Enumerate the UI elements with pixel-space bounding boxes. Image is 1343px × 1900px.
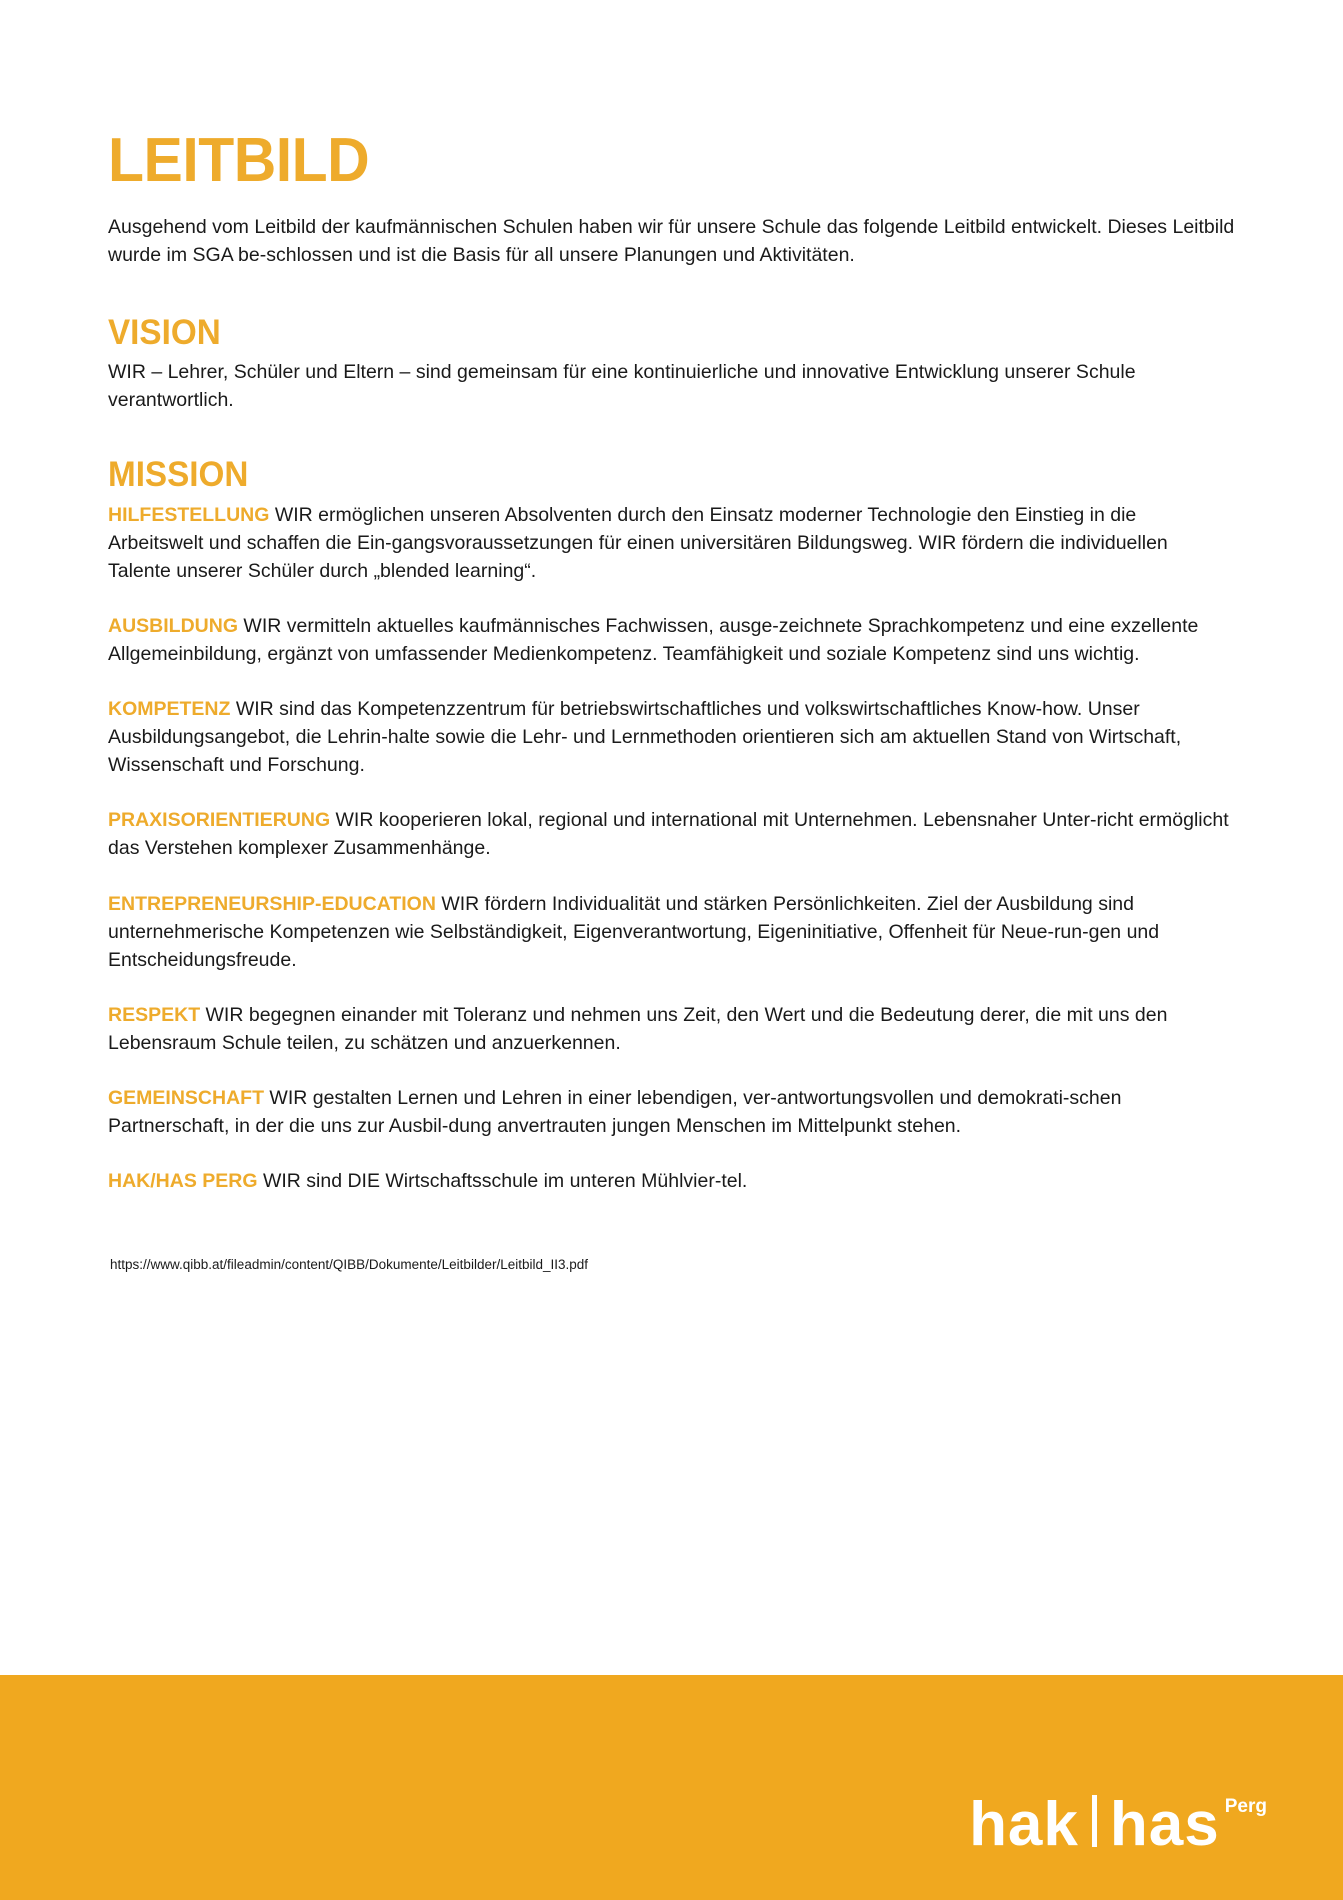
source-url[interactable]: https://www.qibb.at/fileadmin/content/QIBB/Dokumente/Leitbilder/Leitbild_II3.pdf — [110, 1257, 589, 1273]
mission-item — [108, 1084, 1235, 1140]
logo-text-has: has — [1109, 1790, 1220, 1860]
mission-item — [108, 890, 1235, 974]
mission-item-text: WIR kooperieren lokal, regional und international mit Unternehmen. Lebensnaher Unter-richt ermöglicht das Verstehen komplexer Zusammenhänge. — [108, 809, 1229, 860]
mission-item-lead: AUSBILDUNG — [108, 614, 238, 637]
mission-item-lead: ENTREPRENEURSHIP-EDUCATION — [108, 892, 436, 915]
vision-text: WIR – Lehrer, Schüler und Eltern – sind gemeinsam für eine kontinuierliche und innovative Entwicklung unserer Schule verantwortlich. — [108, 361, 1136, 412]
mission-item-lead: GEMEINSCHAFT — [108, 1086, 264, 1109]
mission-item — [108, 501, 1235, 585]
mission-item — [108, 695, 1235, 779]
mission-item-lead: HAK/HAS PERG — [108, 1170, 258, 1193]
mission-item-text: WIR gestalten Lernen und Lehren in einer lebendigen, ver-antwortungsvollen und demokrati-schen Partnerschaft, in der die uns zur Ausbil-dung anvertrauten jungen Menschen im Mittelpunkt stehen. — [108, 1086, 1122, 1137]
mission-item — [108, 1001, 1235, 1057]
logo-divider — [1092, 1795, 1097, 1847]
mission-item-lead: HILFESTELLUNG — [108, 503, 270, 526]
mission-item-text: WIR sind DIE Wirtschaftsschule im unteren Mühlvier-tel. — [257, 1170, 748, 1193]
mission-item-text: WIR fördern Individualität und stärken Persönlichkeiten. Ziel der Ausbildung sind unternehmerische Kompetenzen wie Selbständigkeit, Eigenverantwortung, Eigeninitiative, Offenheit für Neue-run-gen und Entscheidungsfreude. — [108, 892, 1160, 971]
mission-item — [108, 806, 1235, 862]
logo-text-hak: hak — [969, 1790, 1079, 1860]
mission-item-lead: RESPEKT — [108, 1003, 201, 1026]
mission-item-lead: KOMPETENZ — [108, 698, 231, 721]
mission-item-text: WIR ermöglichen unseren Absolventen durch den Einsatz moderner Technologie den Einstieg in die Arbeitswelt und schaffen die Ein-gangsvoraussetzungen für einen universitären Bildungsweg. WIR fördern die individuellen Talente unserer Schüler durch „blended learning“. — [108, 503, 1168, 582]
mission-item — [108, 612, 1235, 668]
footer-bar — [0, 1675, 1343, 1900]
intro-paragraph: Ausgehend vom Leitbild der kaufmännischen Schulen haben wir für unsere Schule das folgende Leitbild entwickelt. Dieses Leitbild wurde im SGA be-schlossen und ist die Basis für all unsere Planungen und Aktivitäten. — [108, 216, 1235, 266]
mission-item — [108, 1167, 1235, 1195]
mission-heading: MISSION — [108, 454, 249, 494]
vision-heading: VISION — [108, 313, 221, 353]
page-title: LEITBILD — [108, 126, 370, 195]
logo — [969, 1790, 1267, 1860]
mission-item-lead: PRAXISORIENTIERUNG — [108, 809, 331, 832]
mission-section — [108, 455, 1235, 1195]
vision-section — [108, 313, 1235, 414]
logo-superscript-perg: Perg — [1224, 1796, 1267, 1817]
mission-item-text: WIR begegnen einander mit Toleranz und nehmen uns Zeit, den Wert und die Bedeutung derer, die mit uns den Lebensraum Schule teilen, zu schätzen und anzuerkennen. — [108, 1003, 1168, 1054]
mission-item-text: WIR sind das Kompetenzzentrum für betriebswirtschaftliches und volkswirtschaftliches Know-how. Unser Ausbildungsangebot, die Lehrin-halte sowie die Lehr- und Lernmethoden orientieren sich am aktuellen Stand von Wirtschaft, Wissenschaft und Forschung. — [108, 698, 1182, 777]
mission-item-text: WIR vermitteln aktuelles kaufmännisches Fachwissen, ausge-zeichnete Sprachkompetenz und eine exzellente Allgemeinbildung, ergänzt von umfassender Medienkompetenz. Teamfähigkeit und soziale Kompetenz sind uns wichtig. — [108, 614, 1199, 666]
